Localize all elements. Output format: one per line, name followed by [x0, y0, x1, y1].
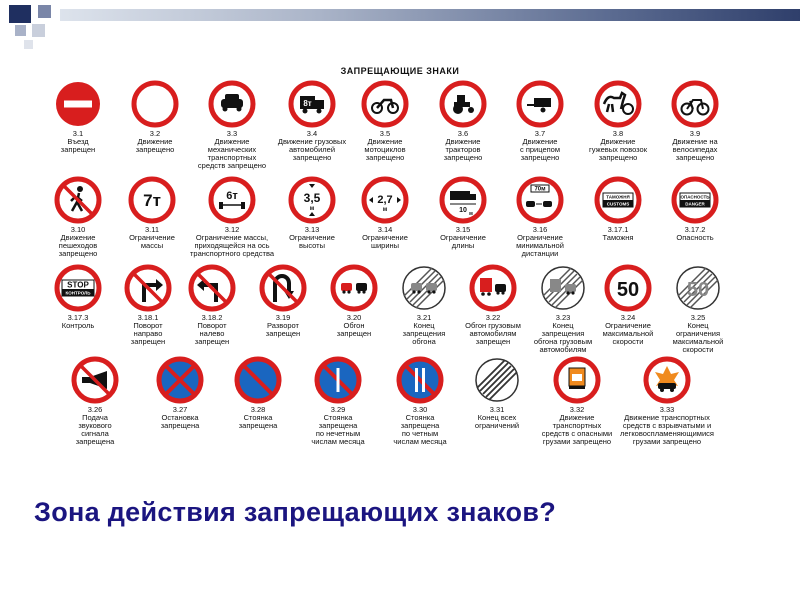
- sign-3-18-1: [124, 264, 172, 312]
- sign-3-29: [314, 356, 362, 404]
- sign-label: Ограничение высоты: [289, 233, 335, 250]
- end-all-restrictions-icon: [473, 356, 521, 404]
- svg-text:м: м: [309, 206, 315, 212]
- sign-number: 3.30: [412, 405, 428, 414]
- axle-weight-icon: [208, 176, 256, 224]
- sign-3-15: [439, 176, 487, 224]
- svg-text:STOP: STOP: [67, 280, 89, 290]
- sign-label: Стоянка запрещена по четным числам месяца: [393, 413, 447, 446]
- sign-3-11: [128, 176, 176, 224]
- min-distance-icon: [516, 176, 564, 224]
- sign-number: 3.9: [689, 129, 701, 138]
- end-no-truck-overtaking-icon: [539, 264, 587, 312]
- svg-text:50: 50: [686, 279, 710, 301]
- sign-number: 3.21: [416, 313, 432, 322]
- height-limit-icon: [288, 176, 336, 224]
- sign-number: 3.6: [457, 129, 469, 138]
- svg-text:ОПАСНОСТЬ: ОПАСНОСТЬ: [680, 194, 710, 200]
- no-left-turn-icon: [188, 264, 236, 312]
- pedestrian-icon: [54, 176, 102, 224]
- sign-number: 3.32: [569, 405, 585, 414]
- sign-number: 3.24: [620, 313, 636, 322]
- sign-3-7: [516, 80, 564, 128]
- sign-label: Поворот направо запрещен: [130, 321, 166, 346]
- sign-3-23: [539, 264, 587, 312]
- sign-label: Движение мотоциклов запрещено: [364, 137, 406, 162]
- sign-label: Движение гужевых повозок запрещено: [589, 137, 647, 162]
- sign-3-26: [71, 356, 119, 404]
- sign-3-31: [473, 356, 521, 404]
- sign-label: Ограничение длины: [440, 233, 486, 250]
- danger-icon: [671, 176, 719, 224]
- no-stopping-icon: [156, 356, 204, 404]
- sign-3-10: [54, 176, 102, 224]
- sign-number: 3.25: [690, 313, 706, 322]
- tractor-icon: [439, 80, 487, 128]
- sign-3-27: [156, 356, 204, 404]
- sign-label: Остановка запрещена: [160, 413, 200, 430]
- sign-3-17-3: [54, 264, 102, 312]
- svg-text:CUSTOMS: CUSTOMS: [606, 201, 630, 207]
- sign-number: 3.23: [555, 313, 571, 322]
- svg-text:м: м: [382, 207, 388, 213]
- deco-square: [15, 25, 26, 36]
- no-u-turn-icon: [259, 264, 307, 312]
- no-parking-odd-icon: [314, 356, 362, 404]
- horse-cart-icon: [594, 80, 642, 128]
- header-gradient-bar: [60, 9, 800, 21]
- sign-3-2: [131, 80, 179, 128]
- sign-3-24: [604, 264, 652, 312]
- sign-label: Движение на велосипедах запрещено: [672, 137, 718, 162]
- sign-caption: [638, 314, 758, 354]
- weight-limit-icon: [128, 176, 176, 224]
- sign-label: Ограничение максимальной скорости: [602, 321, 654, 346]
- no-parking-even-icon: [396, 356, 444, 404]
- truck-icon: [288, 80, 336, 128]
- sign-number: 3.29: [330, 405, 346, 414]
- sign-label: Обгон запрещен: [336, 321, 372, 338]
- sign-3-13: [288, 176, 336, 224]
- no-right-turn-icon: [124, 264, 172, 312]
- end-speed-limit-icon: [674, 264, 722, 312]
- no-horn-icon: [71, 356, 119, 404]
- sign-number: 3.8: [612, 129, 624, 138]
- svg-text:50: 50: [616, 279, 640, 301]
- control-icon: [54, 264, 102, 312]
- svg-text:ТАМОЖНЯ: ТАМОЖНЯ: [606, 194, 630, 200]
- sign-label: Стоянка запрещена по нечетным числам месяца: [311, 413, 365, 446]
- sign-label: Конец запрещения обгона: [402, 321, 446, 346]
- sign-3-19: [259, 264, 307, 312]
- no-parking-icon: [234, 356, 282, 404]
- sign-label: Опасность: [676, 233, 714, 242]
- sign-caption: [607, 406, 727, 446]
- sign-label: Ограничение ширины: [362, 233, 408, 250]
- sign-number: 3.13: [304, 225, 320, 234]
- sign-3-33: [643, 356, 691, 404]
- sheet-title: ЗАПРЕЩАЮЩИЕ ЗНАКИ: [340, 66, 460, 76]
- sign-label: Конец ограничения максимальной скорости: [672, 321, 724, 354]
- svg-text:8т: 8т: [303, 99, 312, 108]
- sign-3-5: [361, 80, 409, 128]
- sign-label: Ограничение массы: [129, 233, 175, 250]
- svg-text:DANGER: DANGER: [685, 201, 705, 207]
- sign-number: 3.2: [149, 129, 161, 138]
- sign-label: Движение с прицепом запрещено: [519, 137, 561, 162]
- deco-square: [38, 5, 51, 18]
- sign-number: 3.28: [250, 405, 266, 414]
- sign-number: 3.27: [172, 405, 188, 414]
- sign-label: Подача звукового сигнала запрещена: [75, 413, 115, 446]
- customs-icon: [594, 176, 642, 224]
- sign-3-18-2: [188, 264, 236, 312]
- sign-label: Конец всех ограничений: [474, 413, 520, 430]
- sign-label: Стоянка запрещена: [238, 413, 278, 430]
- deco-square: [24, 40, 33, 49]
- sign-number: 3.4: [306, 129, 318, 138]
- svg-text:м: м: [469, 211, 473, 217]
- sign-number: 3.3: [226, 129, 238, 138]
- sign-3-21: [400, 264, 448, 312]
- width-limit-icon: [361, 176, 409, 224]
- sign-number: 3.26: [87, 405, 103, 414]
- sign-3-14: [361, 176, 409, 224]
- svg-text:70м: 70м: [534, 186, 546, 193]
- svg-text:КОНТРОЛЬ: КОНТРОЛЬ: [65, 290, 91, 296]
- sign-label: Поворот налево запрещен: [194, 321, 230, 346]
- sign-3-3: [208, 80, 256, 128]
- sign-3-12: [208, 176, 256, 224]
- sign-number: 3.7: [534, 129, 546, 138]
- sign-3-9: [671, 80, 719, 128]
- motorcycle-icon: [361, 80, 409, 128]
- deco-square: [32, 24, 45, 37]
- speed-limit-icon: [604, 264, 652, 312]
- sign-label: Ограничение минимальной дистанции: [516, 233, 564, 258]
- sign-number: 3.20: [346, 313, 362, 322]
- no-vehicles-icon: [131, 80, 179, 128]
- sign-number: 3.11: [144, 225, 160, 234]
- sign-label: Движение запрещено: [135, 137, 175, 154]
- sign-3-32: [553, 356, 601, 404]
- sign-number: 3.18.1: [137, 313, 159, 322]
- length-limit-icon: [439, 176, 487, 224]
- sign-number: 3.10: [70, 225, 86, 234]
- sign-number: 3.31: [489, 405, 505, 414]
- no-truck-overtaking-icon: [469, 264, 517, 312]
- sign-number: 3.5: [379, 129, 391, 138]
- sign-caption: [635, 130, 755, 162]
- sign-label: Движение механических транспортных средств запрещено: [197, 137, 267, 170]
- no-overtaking-icon: [330, 264, 378, 312]
- sign-label: Движение пешеходов запрещено: [58, 233, 98, 258]
- bicycle-icon: [671, 80, 719, 128]
- sign-label: Движение грузовых автомобилей запрещено: [277, 137, 347, 162]
- sign-number: 3.19: [275, 313, 291, 322]
- sign-label: Конец запрещения обгона грузовым автомобилям: [533, 321, 593, 354]
- svg-text:6т: 6т: [226, 190, 238, 202]
- sign-3-17-1: [594, 176, 642, 224]
- sign-number: 3.33: [659, 405, 675, 414]
- sign-number: 3.17.2: [684, 225, 706, 234]
- sign-label: Ограничение массы, приходящейся на ось транспортного средства: [189, 233, 275, 258]
- sign-caption: [635, 226, 755, 242]
- sign-3-17-2: [671, 176, 719, 224]
- sign-3-1: [54, 80, 102, 128]
- sign-3-25: [674, 264, 722, 312]
- sign-label: Разворот запрещен: [265, 321, 301, 338]
- sign-label: Движение тракторов запрещено: [443, 137, 483, 162]
- sign-number: 3.16: [532, 225, 548, 234]
- dangerous-goods-icon: [553, 356, 601, 404]
- sign-3-30: [396, 356, 444, 404]
- car-icon: [208, 80, 256, 128]
- sign-number: 3.15: [455, 225, 471, 234]
- sign-label: Обгон грузовым автомобилям запрещен: [465, 321, 521, 346]
- sign-label: Движение транспортных средств с взрывчатыми и легковоспламеняющимися грузами запрещено: [620, 413, 714, 446]
- svg-text:10: 10: [459, 207, 467, 214]
- sign-number: 3.17.1: [607, 225, 629, 234]
- sign-label: Таможня: [602, 233, 634, 242]
- sign-number: 3.17.3: [67, 313, 89, 322]
- sign-3-4: [288, 80, 336, 128]
- sign-3-22: [469, 264, 517, 312]
- sign-label: Въезд запрещен: [60, 137, 96, 154]
- svg-text:2,7: 2,7: [377, 194, 393, 206]
- no-entry-icon: [54, 80, 102, 128]
- sign-number: 3.18.2: [201, 313, 223, 322]
- sign-number: 3.1: [72, 129, 84, 138]
- sign-number: 3.14: [377, 225, 393, 234]
- sign-label: Контроль: [61, 321, 95, 330]
- explosives-icon: [643, 356, 691, 404]
- slide-question: Зона действия запрещающих знаков?: [34, 497, 557, 527]
- deco-square: [9, 5, 31, 23]
- svg-text:7т: 7т: [143, 191, 161, 210]
- sign-3-16: [516, 176, 564, 224]
- sign-3-20: [330, 264, 378, 312]
- sign-3-6: [439, 80, 487, 128]
- sign-number: 3.12: [224, 225, 240, 234]
- sign-3-28: [234, 356, 282, 404]
- trailer-icon: [516, 80, 564, 128]
- svg-text:3,5: 3,5: [303, 191, 321, 205]
- end-no-overtaking-icon: [400, 264, 448, 312]
- sign-3-8: [594, 80, 642, 128]
- sign-label: Движение транспортных средств с опасными грузами запрещено: [541, 413, 613, 446]
- sign-number: 3.22: [485, 313, 501, 322]
